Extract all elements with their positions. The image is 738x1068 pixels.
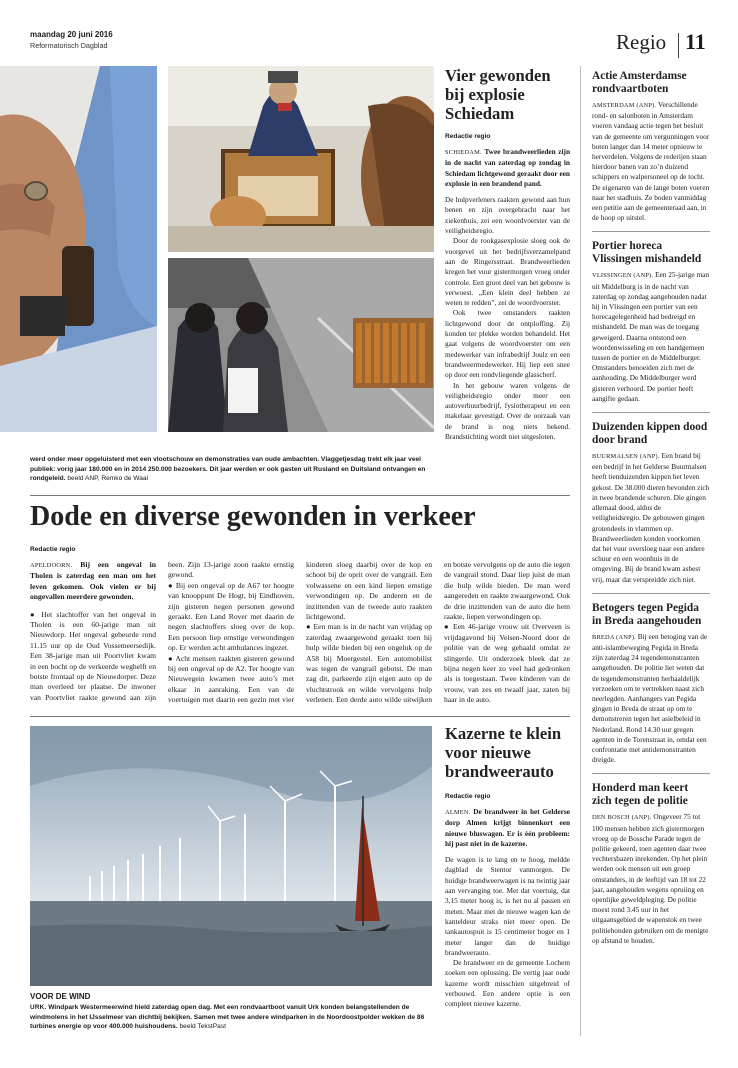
kazerne-headline: Kazerne te klein voor nieuwe brandweerauto: [445, 724, 562, 781]
brief-body: [592, 812, 710, 946]
header-divider: [678, 33, 679, 58]
verkeer-item: ● Een man is in de nacht van vrijdag op zaterdag zwaargewond geraakt toen hij hulp wilde bieden bij een ongeluk op de A58 bij Moergestel. Een automobilist was tegen de vangrail gebotst. De man zag dit, parkeerde zijn eigen auto op de vluchtstrook en wilde vervolgens hulp verlenen. Een derde auto wilde uitwijken en botste vervolgens op de auto die tegen de vangrail stond. Daar liep juist de man die hulp wilde bieden. De man werd aangereden en raakte zwaargewond. Ook de drie inzittenden van de auto die hem raakte, liepen verwondingen op.: [306, 560, 570, 705]
section-divider: [30, 716, 570, 717]
brief-text: Verschillende rond- en salonboten in Amsterdam voeren vandaag actie tegen het besluit van de gemeente om vergunningen voor boten langer dan 14 meter opnieuw te herverdelen. Volgens de rederijen staan hierdoor banen van zo’n duizend schippers en walpersoneel op de tocht. De eigenaren van de lange boten voeren naar het stadhuis. Ze boden vanmiddag een petitie aan de gemeenteraad aan, in de hoop op uitstel.: [592, 100, 710, 223]
verkeer-item: ● Een 46-jarige vrouw uit Overveen is vrijdagavond bij Velsen-Noord door de politie van de weg gehaald omdat ze slingerde. Uit onderzoek bleek dat ze bijna negen keer zo veel had gedronken als is toegestaan. Twee kinderen van de vrouw, van zes en twaalf jaar, zaten bij haar in de auto.: [444, 622, 570, 705]
section-divider: [30, 495, 570, 496]
bottom-caption-dateline: URK.: [30, 1004, 47, 1011]
brief-text: Ongeveer 75 tot 100 mensen hebben zich gistermorgen vroeg op de Bossche Parade tegen de politie gekeerd, toen agenten daar twee vechtersbazen inrekenden. Op het plein werden ook mensen uit een groep omstanders, in de leeftijd van 18 tot 22 jaar, aangehouden wegens opruiing en openlijke geweldpleging. De politie moest rond 3.45 uur in het uitgaansgebied de wapenstok en twee politiehonden gebruiken om de menigte op afstand te houden.: [592, 812, 709, 945]
brief-divider: [592, 231, 710, 232]
column-divider: [580, 66, 581, 1036]
kazerne-byline: Redactie regio: [445, 793, 491, 800]
schiedam-body: [445, 147, 570, 442]
brief-headline: Honderd man keert zich tegen de politie: [592, 782, 689, 808]
article-kazerne: [445, 724, 570, 1010]
brief-dateline: BREDA (ANP).: [592, 633, 636, 641]
kazerne-body: [445, 807, 570, 1010]
photo-craftsman: [168, 66, 434, 252]
brief-headline: Duizenden kippen dood door brand: [592, 421, 708, 447]
schiedam-para: De hulpverleners raakten gewond aan hun benen en zijn overgebracht naar het ziekenhuis, zei een woordvoerster van de veiligheidsregio.: [445, 195, 570, 236]
top-photo-caption: [30, 455, 430, 484]
schiedam-para: Ook twee omstanders raakten lichtgewond door de ontploffing. Zij konden ter plekke worden behandeld. Het gaat volgens de woordvoerster om een medewerker van infrabedrijf Joulz en een brandweermedewerker. Hij liep een snee op door een rondvliegende glasscherf.: [445, 308, 570, 380]
page-number: 11: [685, 29, 706, 54]
schiedam-para: In het gebouw waren volgens de veiligheidsregio onder meer een autoverhuurbedrijf, fysiotherapeut en een makelaar gevestigd. Over de oorzaak van de brand is nog niets bekend. Brandstichting wordt niet uitgesloten.: [445, 380, 570, 442]
verkeer-dateline: APELDOORN.: [30, 562, 73, 569]
brief-body: [592, 270, 710, 404]
header-newspaper: Reformatorisch Dagblad: [30, 41, 108, 50]
verkeer-item: ● Acht mensen raakten gisteren gewond bij een ongeval op de A2. Ter hoogte van Nieuwegein kwamen twee auto’s met elkaar in aanraking. Een van de voertuigen met daarin een gezin met vier kinderen sloeg daarbij over de kop en schoot bij de oprit over de vangrail. Een volwassene en een kind liepen ernstige verwondingen op. De anderen en de inzittenden van de tweede auto raakten lichtgewond.: [168, 560, 432, 705]
schiedam-lead: Twee brandweerlieden zijn in de nacht van zaterdag op zondag in Schiedam lichtgewond geraakt door een explosie in een brandend pand.: [445, 147, 571, 188]
brief-body: [592, 100, 710, 223]
verkeer-byline: Redactie regio: [30, 546, 76, 553]
brief-body: [592, 632, 710, 766]
sidebar-briefs: [592, 70, 710, 946]
brief-body: [592, 451, 710, 585]
brief: [592, 602, 710, 766]
kazerne-para: De brandweer en de gemeente Lochem zoeken een oplossing. De vertig jaar oude kazerne wordt misschien uitgebreid of verbouwd. Een andere optie is een compleet nieuwe kazerne.: [445, 958, 570, 1009]
top-caption-text: werd onder meer opgeluisterd met een vlootschouw en demonstraties van oude ambachten. Vlaggetjesdag trekt elk jaar veel publiek: vorig jaar 180.000 en in 2014 250.000 bezoekers. Dit jaar werden er ook gasten uit Rusland en Duitsland ontvangen en rondgeleid.: [30, 456, 426, 483]
brief: [592, 240, 710, 404]
brief-headline: Portier horeca Vlissingen mishandeld: [592, 240, 702, 266]
bottom-caption-text: Windpark Westermeerwind hield zaterdag open dag. Met een rondvaartboot vanuit Urk konden belangstellenden de windmolens in het IJsselmeer van dichtbij bekijken. Samen met twee andere windparken in de Noordoostpolder wekken de 86 turbines energie op voor 400.000 huishoudens.: [30, 1004, 425, 1031]
brief-divider: [592, 412, 710, 413]
bottom-photo-caption: [30, 1003, 432, 1032]
schiedam-para: Door de rookgasexplosie sloeg ook de voorgevel uit het bedrijfsverzamelpand aan de Ringersstraat. Brandweerlieden kregen het vuur gistermorgen vroeg onder controle. Een groot deel van het gebouw is verwoest. „Een klein deel hebben ze weten te redden”, zei de woordvoerster.: [445, 236, 570, 308]
photo-windmills-sailboat: [30, 726, 432, 986]
kazerne-para: De wagen is te lang en te hoog, meldde dagblad de Stentor vanmorgen. De huidige brandweerwagen is na twintig jaar aan vervanging toe. Met dat voertuig, dat 3,15 meter hoog is, is het nu al passen en meten. Maar met de nieuwe wagen kan de kanteldeur straks niet meer open. De tankautospuit is 15 centimeter hoger en 1 meter langer dan de huidige brandweerauto.: [445, 855, 570, 957]
brief-text: Bij een betoging van de anti-islambeweging Pegida in Breda zijn zaterdag 24 tegendemonstranten aangehouden. De politie liet weten dat de tegendemonstranten herhaaldelijk verzoeken om te vertrekken naast zich neerlegden. Aanhangers van Pegida gingen in Breda de straat op om te demonstreren tegen het asielbeleid in Nederland. Rond 14.30 uur gregen agenten in de Torenstraat in, omdat een confrontatie met antidemonstranten dreigde.: [592, 631, 708, 765]
verkeer-item: ● Bij een ongeval op de A67 ter hoogte van knooppunt De Hogt, bij Eindhoven, zijn gisteren negen personen gewond geraakt. Een Land Rover met daarin de negen slachtoffers sloeg over de kop. Een persoon liep ernstige verwondingen op. Er werden acht ambulances ingezet.: [168, 580, 294, 653]
brief-headline: Betogers tegen Pegida in Breda aangehouden: [592, 601, 702, 627]
brief-divider: [592, 773, 710, 774]
schiedam-dateline: SCHIEDAM.: [445, 149, 482, 156]
brief-dateline: AMSTERDAM (ANP).: [592, 102, 657, 109]
top-caption-credit: beeld ANP, Remko de Waal: [67, 475, 149, 483]
photo-visitors-fish: [168, 258, 434, 432]
article-schiedam: [445, 66, 570, 442]
bottom-caption-credit: beeld TekstPast: [179, 1023, 226, 1031]
verkeer-headline: Dode en diverse gewonden in verkeer: [30, 501, 476, 532]
kazerne-lead: De brandweer in het Gelderse dorp Almen krijgt binnenkort een nieuwe bluswagen. Er is één probleem: hij past niet in de kazerne.: [445, 807, 570, 848]
brief-text: Een 25-jarige man uit Middelburg is in de nacht van zaterdag op zondag aangehouden nadat hij in Vlissingen een portier van een horecagelegenheid had bedreigd en mishandeld. De man was de toegang geweigerd. Daarna ontstond een woordenwisseling en een handgemeen tussen de portier en de Middelburger. Omstanders benoeiden zich met de aanhouding. De Middelburger werd gisteren verhoord. De portier heeft aangifte gedaan.: [592, 270, 710, 403]
photo-hand-watch: [0, 66, 157, 432]
brief: [592, 70, 710, 223]
brief-text: Een brand bij een bedrijf in het Gelderse Buurmalsen heeft tienduizenden kippen het leven gekost. De 38.000 dieren bevonden zich in twee brandende schuren. Die gingen allemaal dood, aldus de veiligheidsregio. De gebouwen gingen grotendeels in vlammen op. Brandweerlieden konden voorkomen dat het vuur oversloeg naar een andere schuur en een woonhuis in de omgeving. Bij de brand kwam asbest vrij, maar dat verspreidde zich niet.: [592, 451, 710, 584]
brief-dateline: VLISSINGEN (ANP).: [592, 272, 654, 280]
verkeer-item: ● Het slachtoffer van het ongeval in Tholen is een 60-jarige man uit Nieuwdorp. Het ongeval gebeurde rond 11.15 uur op de Oud Vossemeersedijk. Een 38-jarige man uit Poortvliet kwam in een bocht op de verkeerde weghelft en botste frontaal op de Nieuwdorper. Deze man overleed ter plaatse. De inwoner van Poortvliet raakte gewond aan zijn been. Zijn 13-jarige zoon raakte ernstig gewond.: [30, 560, 294, 702]
brief-dateline: DEN BOSCH (ANP).: [592, 814, 652, 822]
kazerne-dateline: ALMEN.: [445, 809, 471, 816]
schiedam-byline: Redactie regio: [445, 133, 491, 140]
schiedam-headline: Vier gewonden bij explosie Schiedam: [445, 66, 551, 123]
brief-headline: Actie Amsterdamse rondvaartboten: [592, 70, 687, 95]
brief: [592, 421, 710, 585]
verkeer-lead: Bij een ongeval in Tholen is zaterdag een man om het leven gekomen. Ook vielen er bij ongevallen meerdere gewonden.: [30, 560, 156, 602]
bottom-photo-title: VOOR DE WIND: [30, 992, 91, 1001]
header-date: maandag 20 juni 2016: [30, 30, 113, 39]
brief-dateline: BUURMALSEN (ANP).: [592, 453, 660, 461]
section-title: Regio: [616, 30, 667, 54]
brief: [592, 782, 710, 946]
verkeer-body: [30, 560, 570, 710]
brief-divider: [592, 593, 710, 594]
